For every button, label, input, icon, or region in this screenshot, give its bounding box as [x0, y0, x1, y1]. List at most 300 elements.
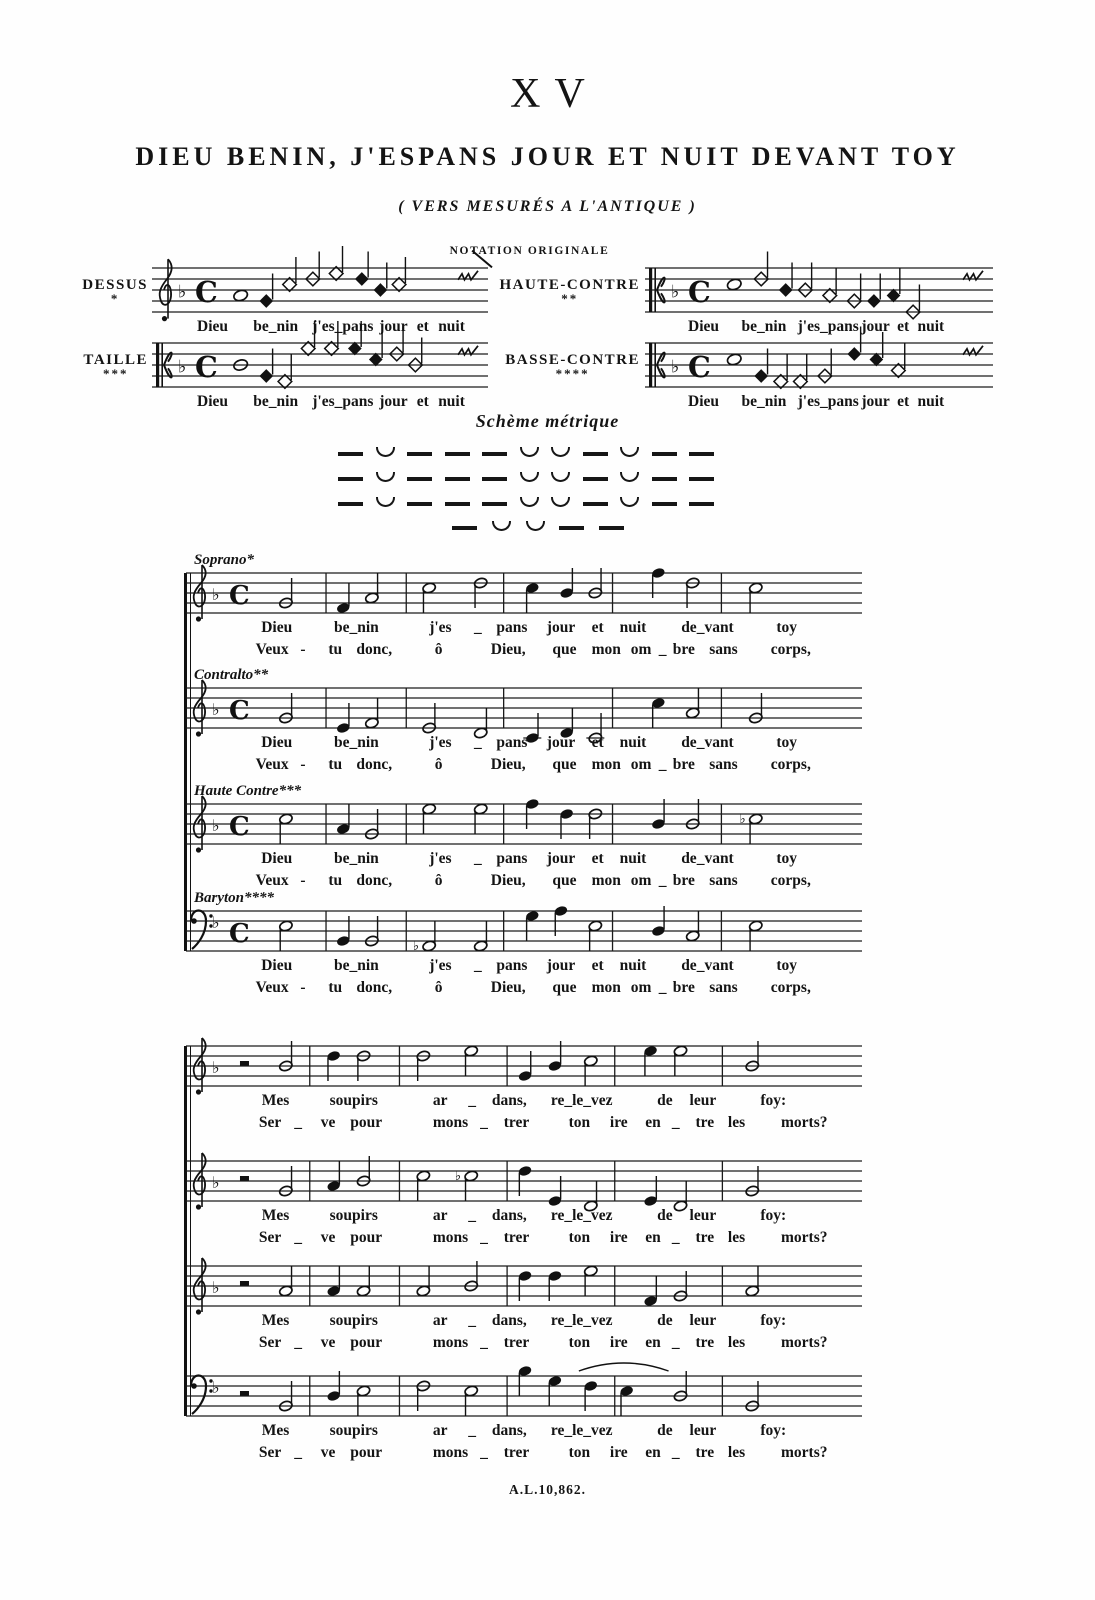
note — [355, 252, 369, 286]
part-asterisks: * — [110, 291, 120, 306]
lyric-syllable: ton — [568, 1444, 591, 1461]
note — [525, 910, 540, 941]
lyric-syllable: Veux — [255, 979, 289, 996]
note — [685, 911, 700, 942]
lyric-syllable: donc, — [356, 756, 393, 773]
incipit-part-label-basse-contre — [490, 352, 640, 383]
lyric-syllable: jour — [379, 393, 408, 410]
part-label-text — [499, 277, 640, 307]
lyric-syllable: trer — [503, 1444, 530, 1461]
part-asterisks: **** — [555, 366, 590, 381]
lyric-syllable: _ — [480, 1229, 488, 1246]
lyric-syllable: jour — [546, 957, 576, 974]
voice-label: Soprano* — [194, 552, 255, 568]
metric-breve-mark — [526, 521, 545, 531]
svg-text:♭: ♭ — [212, 1173, 220, 1192]
lyric-syllable: Dieu — [688, 393, 719, 410]
lyrics-line-2 — [250, 1444, 840, 1466]
lyric-syllable: sans — [709, 756, 738, 773]
lyric-syllable: j'es — [429, 619, 452, 636]
svg-text:♭: ♭ — [212, 913, 220, 932]
lyric-syllable: corps, — [770, 756, 811, 773]
lyric-syllable: be_nin — [334, 850, 379, 867]
lyric-syllable: Dieu, — [490, 756, 526, 773]
bass-clef-icon — [191, 911, 213, 950]
lyric-syllable: _ — [294, 1444, 302, 1461]
lyric-syllable: re_le_vez — [550, 1092, 613, 1109]
note — [673, 1045, 688, 1076]
lyric-syllable: Dieu, — [490, 979, 526, 996]
metric-long-mark — [583, 502, 608, 505]
lyric-syllable: de_vant — [681, 850, 734, 867]
lyric-syllable: trer — [503, 1334, 530, 1351]
lyric-syllable: soupirs — [329, 1312, 378, 1329]
lyric-syllable: j'es_pans — [797, 318, 859, 335]
lyric-syllable: _ — [474, 957, 482, 974]
svg-text:♭: ♭ — [212, 816, 220, 835]
lyric-syllable: be_nin — [253, 393, 299, 410]
metric-breve-mark — [520, 472, 539, 482]
lyric-syllable: sans — [709, 979, 738, 996]
lyric-syllable: j'es — [429, 734, 452, 751]
lyrics-line-1 — [250, 1312, 840, 1334]
lyric-syllable: re_le_vez — [550, 1422, 613, 1439]
lyric-syllable: nuit — [619, 619, 647, 636]
lyric-syllable: Dieu — [197, 393, 228, 410]
lyric-syllable: dans, — [491, 1422, 527, 1439]
note — [336, 804, 351, 835]
lyric-syllable: nuit — [619, 734, 647, 751]
lyric-syllable: leur — [689, 1312, 717, 1329]
metric-long-mark — [652, 452, 677, 455]
note — [369, 332, 383, 366]
lyric-syllable: pour — [350, 1114, 383, 1131]
metric-long-mark — [445, 452, 470, 455]
lyric-syllable: et — [897, 318, 910, 335]
lyric-syllable: Mes — [261, 1092, 290, 1109]
plate-number: A.L.10,862. — [508, 1482, 586, 1497]
voice-label: Haute Contre*** — [194, 783, 302, 799]
lyric-syllable: nuit — [619, 957, 647, 974]
note — [685, 688, 700, 719]
lyric-syllable: ar — [432, 1207, 448, 1224]
part-name: DESSUS — [82, 277, 148, 293]
note — [240, 1281, 249, 1286]
note — [240, 1176, 249, 1181]
voice-label: Baryton**** — [194, 890, 275, 906]
lyric-syllable: Dieu — [261, 957, 293, 974]
page-subtitle: ( VERS MESURÉS A L'ANTIQUE ) — [398, 198, 697, 215]
metric-long-mark — [482, 477, 507, 480]
metric-long-mark — [338, 502, 363, 505]
metric-long-mark — [445, 502, 470, 505]
note — [774, 354, 788, 388]
metric-breve-mark — [620, 472, 639, 482]
note — [325, 321, 339, 355]
note — [726, 353, 742, 366]
note — [748, 920, 763, 951]
lyrics-line-1 — [250, 1422, 840, 1444]
lyric-syllable: Dieu — [261, 850, 293, 867]
part-asterisks: *** — [102, 366, 129, 381]
svg-text:♭: ♭ — [454, 1169, 462, 1184]
lyric-syllable: de_vant — [681, 957, 734, 974]
metric-long-mark — [338, 452, 363, 455]
note — [748, 582, 763, 613]
lyric-syllable: nuit — [917, 318, 945, 335]
lyric-syllable: re_le_vez — [550, 1207, 613, 1224]
lyric-syllable: ve — [320, 1444, 336, 1461]
lyric-syllable: _ — [474, 734, 482, 751]
lyric-syllable: de — [657, 1207, 673, 1224]
lyric-syllable: bre — [672, 641, 695, 658]
lyric-syllable: j'es_pans — [312, 318, 374, 335]
lyrics-line-1 — [250, 957, 810, 979]
lyric-syllable: de_vant — [681, 734, 734, 751]
lyric-syllable: mon — [591, 756, 621, 773]
lyric-syllable: Veux — [255, 641, 289, 658]
lyric-syllable: ire — [609, 1444, 628, 1461]
lyric-syllable: pour — [350, 1334, 383, 1351]
metric-breve-mark — [376, 497, 395, 507]
lyric-syllable: om — [630, 756, 652, 773]
note — [240, 1061, 249, 1066]
note — [392, 257, 406, 291]
part-name: TAILLE — [83, 352, 148, 368]
lyric-syllable: tre — [695, 1444, 715, 1461]
lyric-syllable: tre — [695, 1229, 715, 1246]
lyric-syllable: Dieu — [688, 318, 719, 335]
lyric-syllable: Ser — [258, 1229, 282, 1246]
note — [416, 1170, 431, 1201]
lyric-syllable: toy — [776, 957, 798, 974]
svg-text:♭: ♭ — [212, 585, 220, 604]
note — [416, 1266, 431, 1297]
metric-breve-mark — [551, 447, 570, 457]
lyric-syllable: be_nin — [741, 393, 787, 410]
svg-text:♭: ♭ — [739, 812, 746, 827]
note — [413, 921, 437, 954]
lyric-syllable: de — [657, 1422, 673, 1439]
lyric-syllable: leur — [689, 1422, 717, 1439]
lyric-syllable: Dieu — [261, 619, 293, 636]
svg-text:♭: ♭ — [671, 282, 680, 303]
lyric-syllable: et — [897, 393, 910, 410]
note — [464, 1385, 479, 1416]
lyric-syllable: nuit — [917, 393, 945, 410]
note — [870, 332, 884, 366]
note — [525, 582, 540, 613]
incipit-lyrics-basse-contre — [688, 393, 943, 415]
lyric-syllable: ire — [609, 1114, 628, 1131]
lyric-syllable: re_le_vez — [550, 1312, 613, 1329]
note — [422, 803, 437, 834]
lyric-syllable: ô — [434, 979, 443, 996]
metric-row — [338, 472, 714, 486]
svg-text:C: C — [688, 275, 711, 309]
note — [329, 246, 343, 280]
lyric-syllable: be_nin — [334, 734, 379, 751]
metric-long-mark — [445, 477, 470, 480]
lyric-syllable: que — [552, 756, 577, 773]
metric-breve-mark — [376, 447, 395, 457]
incipit-lyrics-taille — [197, 393, 465, 415]
lyric-syllable: et — [591, 734, 604, 751]
lyric-syllable: donc, — [356, 641, 393, 658]
lyric-syllable: mons — [432, 1229, 469, 1246]
lyric-syllable: pour — [350, 1444, 383, 1461]
metric-row — [338, 497, 714, 511]
lyric-syllable: toy — [776, 850, 798, 867]
lyric-syllable: be_nin — [741, 318, 787, 335]
note — [306, 252, 320, 286]
lyric-syllable: sans — [709, 872, 738, 889]
note — [348, 321, 362, 355]
lyric-syllable: morts? — [781, 1229, 828, 1246]
lyric-syllable: leur — [689, 1207, 717, 1224]
metric-long-mark — [583, 452, 608, 455]
lyrics-line-1 — [250, 1207, 840, 1229]
note — [390, 327, 404, 361]
lyric-syllable: Dieu, — [490, 641, 526, 658]
lyric-syllable: sans — [709, 641, 738, 658]
lyric-syllable: que — [552, 641, 577, 658]
lyric-syllable: _ — [658, 872, 667, 889]
note — [794, 354, 808, 388]
svg-text:♭: ♭ — [212, 700, 220, 719]
lyric-syllable: pans — [496, 734, 528, 751]
note — [643, 1045, 658, 1076]
svg-text:♭: ♭ — [671, 357, 680, 378]
lyrics-line-1 — [250, 850, 810, 872]
bass-clef-icon — [191, 1376, 213, 1415]
note — [365, 573, 380, 604]
lyric-syllable: jour — [546, 734, 576, 751]
metric-long-mark — [583, 477, 608, 480]
lyric-syllable: toy — [776, 734, 798, 751]
note — [583, 1265, 598, 1296]
lyrics-line-2 — [250, 979, 810, 1001]
metric-long-mark — [652, 502, 677, 505]
metric-long-mark — [407, 477, 432, 480]
lyric-syllable: ire — [609, 1334, 628, 1351]
lyric-syllable: _ — [474, 850, 482, 867]
note — [365, 698, 380, 729]
note — [823, 268, 837, 302]
lyric-syllable: dans, — [491, 1312, 527, 1329]
lyric-syllable: tu — [328, 641, 343, 658]
lyric-syllable: ar — [432, 1422, 448, 1439]
part-asterisks: ** — [561, 291, 579, 306]
lyric-syllable: mons — [432, 1444, 469, 1461]
metric-breve-mark — [492, 521, 511, 531]
lyric-syllable: ar — [432, 1312, 448, 1329]
lyric-syllable: pour — [350, 1229, 383, 1246]
note — [473, 803, 488, 834]
note — [588, 920, 603, 951]
lyric-syllable: j'es — [429, 957, 452, 974]
lyric-syllable: et — [591, 619, 604, 636]
note — [233, 289, 249, 302]
metric-long-mark — [338, 477, 363, 480]
lyric-syllable: morts? — [781, 1334, 828, 1351]
lyric-syllable: _ — [658, 641, 667, 658]
part-label-text — [82, 277, 148, 307]
voice-label: Contralto** — [194, 667, 269, 683]
incipit-part-label-haute-contre — [490, 277, 640, 308]
note — [301, 321, 315, 355]
lyric-syllable: _ — [474, 619, 482, 636]
lyric-syllable: j'es_pans — [797, 393, 859, 410]
note — [754, 252, 768, 286]
lyric-syllable: soupirs — [329, 1207, 378, 1224]
note — [726, 278, 742, 291]
lyric-syllable: ô — [434, 756, 443, 773]
lyric-syllable: _ — [480, 1334, 488, 1351]
lyric-syllable: tu — [328, 756, 343, 773]
lyric-syllable: om — [630, 979, 652, 996]
lyric-syllable: - — [300, 641, 306, 658]
lyric-syllable: _ — [468, 1092, 477, 1109]
lyric-syllable: de — [657, 1312, 673, 1329]
lyric-syllable: que — [552, 979, 577, 996]
note — [548, 1375, 563, 1406]
svg-text:C: C — [229, 696, 250, 726]
lyric-syllable: Veux — [255, 872, 289, 889]
lyric-syllable: donc, — [356, 979, 393, 996]
lyric-syllable: om — [630, 872, 652, 889]
note — [336, 583, 351, 614]
lyric-syllable: tu — [328, 979, 343, 996]
lyric-syllable: corps, — [770, 641, 811, 658]
note — [473, 921, 488, 952]
lyric-syllable: et — [416, 393, 429, 410]
lyric-syllable: tre — [695, 1334, 715, 1351]
lyric-syllable: Mes — [261, 1422, 290, 1439]
metric-row — [452, 521, 624, 535]
lyric-syllable: _ — [468, 1207, 477, 1224]
lyric-syllable: ar — [432, 1092, 448, 1109]
lyric-syllable: j'es_pans — [312, 393, 374, 410]
part-name: BASSE-CONTRE — [505, 352, 640, 368]
metric-long-mark — [407, 452, 432, 455]
lyric-syllable: dans, — [491, 1207, 527, 1224]
lyric-syllable: Ser — [258, 1334, 282, 1351]
metric-long-mark — [689, 502, 714, 505]
metric-breve-mark — [520, 447, 539, 457]
notation-original-label: NOTATION ORIGINALE — [449, 245, 610, 257]
lyric-syllable: bre — [672, 979, 695, 996]
lyric-syllable: mons — [432, 1114, 469, 1131]
lyric-syllable: bre — [672, 756, 695, 773]
note — [278, 354, 292, 388]
lyric-syllable: _ — [294, 1334, 302, 1351]
lyric-syllable: que — [552, 872, 577, 889]
lyric-syllable: jour — [546, 619, 576, 636]
svg-text:♭: ♭ — [412, 939, 420, 954]
lyric-syllable: nuit — [438, 393, 465, 410]
metric-breve-mark — [551, 497, 570, 507]
lyric-syllable: de — [657, 1092, 673, 1109]
note — [455, 1169, 479, 1201]
lyric-syllable: be_nin — [334, 957, 379, 974]
lyric-syllable: en — [645, 1229, 661, 1246]
svg-text:C: C — [195, 275, 218, 309]
lyric-syllable: mon — [591, 872, 621, 889]
lyric-syllable: corps, — [770, 979, 811, 996]
lyric-syllable: jour — [861, 318, 890, 335]
lyric-syllable: les — [727, 1114, 746, 1131]
slur — [579, 1363, 669, 1371]
lyric-syllable: trer — [503, 1114, 530, 1131]
lyric-syllable: _ — [294, 1229, 302, 1246]
lyric-syllable: Dieu — [197, 318, 228, 335]
lyric-syllable: en — [645, 1334, 661, 1351]
svg-text:♭: ♭ — [178, 282, 187, 303]
lyric-syllable: donc, — [356, 872, 393, 889]
metric-long-mark — [452, 526, 477, 529]
lyric-syllable: mons — [432, 1334, 469, 1351]
lyric-syllable: Ser — [258, 1444, 282, 1461]
lyric-syllable: foy: — [760, 1092, 787, 1109]
svg-text:♭: ♭ — [178, 357, 187, 378]
lyric-syllable: morts? — [781, 1444, 828, 1461]
lyric-syllable: ve — [320, 1114, 336, 1131]
lyric-syllable: de_vant — [681, 619, 734, 636]
svg-text:C: C — [229, 812, 250, 842]
svg-text:C: C — [688, 350, 711, 384]
lyric-syllable: en — [645, 1114, 661, 1131]
lyric-syllable: soupirs — [329, 1422, 378, 1439]
note — [356, 1266, 371, 1297]
lyric-syllable: et — [416, 318, 429, 335]
page-number: XV — [510, 71, 599, 117]
lyric-syllable: ve — [320, 1334, 336, 1351]
lyric-syllable: ô — [434, 641, 443, 658]
lyric-syllable: - — [300, 756, 306, 773]
metric-long-mark — [689, 477, 714, 480]
note — [739, 812, 763, 844]
lyric-syllable: - — [300, 979, 306, 996]
lyric-syllable: soupirs — [329, 1092, 378, 1109]
lyric-syllable: jour — [379, 318, 408, 335]
metric-breve-mark — [520, 497, 539, 507]
metric-long-mark — [482, 452, 507, 455]
lyric-syllable: be_nin — [253, 318, 299, 335]
lyric-syllable: _ — [671, 1444, 680, 1461]
lyric-syllable: et — [591, 957, 604, 974]
lyric-syllable: les — [727, 1229, 746, 1246]
note — [279, 920, 294, 951]
incipit-part-label-taille — [56, 352, 148, 383]
lyric-syllable: nuit — [438, 318, 465, 335]
lyric-syllable: mon — [591, 979, 621, 996]
svg-text:♭: ♭ — [212, 1058, 220, 1077]
metric-breve-mark — [376, 472, 395, 482]
svg-text:C: C — [195, 350, 218, 384]
lyric-syllable: ton — [568, 1114, 591, 1131]
metric-long-mark — [559, 526, 584, 529]
lyric-syllable: en — [645, 1444, 661, 1461]
part-label-text — [83, 352, 148, 382]
note — [278, 1266, 293, 1297]
lyric-syllable: _ — [468, 1312, 477, 1329]
svg-text:♭: ♭ — [212, 1378, 220, 1397]
lyric-syllable: pans — [496, 850, 528, 867]
lyric-syllable: bre — [672, 872, 695, 889]
lyric-syllable: _ — [480, 1444, 488, 1461]
lyrics-line-1 — [250, 619, 810, 641]
